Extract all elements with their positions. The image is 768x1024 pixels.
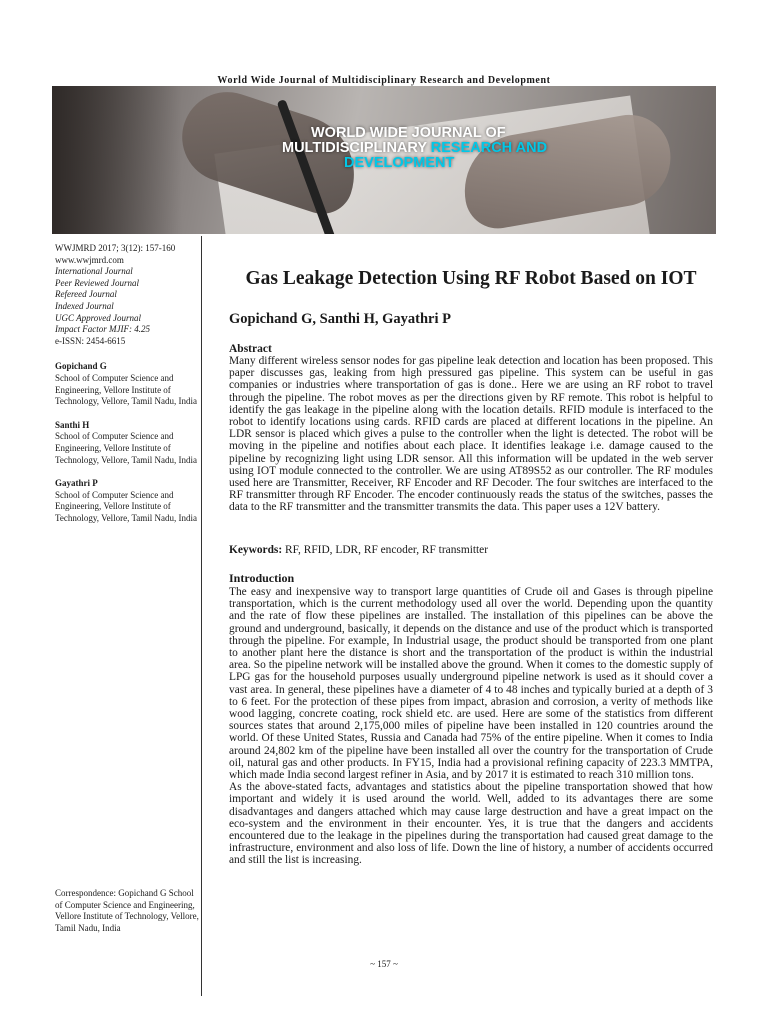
impact-factor: Impact Factor MJIF: 4.25 [55,324,150,335]
journal-refereed: Refereed Journal [55,289,117,300]
banner-line-3: DEVELOPMENT [344,155,455,171]
introduction-body [229,586,713,867]
author-name: Gopichand G [55,361,107,372]
banner-line-2-cyan: RESEARCH AND [430,140,548,156]
keywords-line [229,544,713,556]
abstract-heading: Abstract [229,343,272,355]
article-sidebar [55,243,199,524]
author-affiliation: School of Computer Science and Engineering, Vellore Institute of Technology, Vellore, Tamil Nadu, India [55,372,198,407]
keywords-list: RF, RFID, LDR, RF encoder, RF transmitter [282,544,489,556]
introduction-heading: Introduction [229,571,295,585]
correspondence-label: Correspondence: [55,888,116,898]
correspondence-affiliation: School of Computer Science and Engineering, Vellore Institute of Technology, Vellore, Tamil Nadu, India [55,888,199,933]
author-affiliation: School of Computer Science and Engineering, Vellore Institute of Technology, Vellore, Tamil Nadu, India [55,489,198,523]
journal-indexed: Indexed Journal [55,300,114,311]
page-number: ~ 157 ~ [370,959,398,969]
author-affiliation: School of Computer Science and Engineering, Vellore Institute of Technology, Vellore, Tamil Nadu, India [55,431,198,465]
journal-banner-image [52,86,716,234]
author-affiliation-1 [55,361,199,407]
article-authors: Gopichand G, Santhi H, Gayathri P [229,311,451,327]
author-affiliation-2 [55,420,199,466]
author-name: Santhi H [55,419,90,430]
abstract-text: Many different wireless sensor nodes for gas pipeline leak detection and location has been proposed. This paper discusses gas, leaking from high pressured gas pipeline. This system can be useful in gas companies or industries where transportation of gas is done.. Here we are using an RF robot to travel through the pipeline. The robot moves as per the directions given by RF remote. This robot is helpful to identify the gas leakage in the pipeline along with the location details. RFID module is interfaced to the robot to identify locations using cards. RFID cards are placed at different locations in the pipeline. An LDR sensor is placed which gives a pulse to the controller when the light is detected. The robot will be moving in the pipeline and notifies about each place. It identifies leakage i.e. damage caused to the pipeline by recognizing light using LDR sensor. All this information will be updated in the web server using IOT module connected to the controller. We are using AT89S52 as our controller. The RF modules used here are Transmitter, Receiver, RF Encoder and RF Decoder. The four switches are interfaced to the RF transmitter through RF Encoder. The encoder continuously reads the status of the switches, passes the data to the RF transmitter and the transmitter transmits the data. This paper uses a 12V battery. [229,355,713,514]
journal-review: Peer Reviewed Journal [55,277,139,288]
banner-line-1: WORLD WIDE JOURNAL OF [311,125,506,141]
author-affiliation-3 [55,478,199,524]
banner-line-2-white: MULTIDISCIPLINARY [282,140,431,156]
article-title: Gas Leakage Detection Using RF Robot Based on IOT [245,268,697,289]
issn: e-ISSN: 2454-6615 [55,335,126,346]
intro-paragraph-2: As the above-stated facts, advantages and statistics about the pipeline transportation showed that how important and widely it is used around the world. Well, added to its advantages there are some disadvantages and dangers attached which may cause large destruction and have a great impact on the eco-system and the environment in their encounter. Yes, it is true that the dangers and accidents encountered due to the leakage in the pipelines during the transportation had caused great damage to the infrastructure, environment and also loss of life. Down the line of history, a number of accidents occurred and still the list is increasing. [229,781,713,867]
journal-running-header: World Wide Journal of Multidisciplinary Research and Development [217,75,551,86]
column-divider [201,236,202,996]
intro-paragraph-1: The easy and inexpensive way to transport large quantities of Crude oil and Gases is through pipeline transportation, which is the current methodology used all over the world. Depending upon the quantity and the rate of flow these pipelines are installed. The installation of this pipelines can be above the ground and underground, basically, it depends on the distance and use of the product which is transported through the pipeline. For example, In Industrial usage, the product should be transported from one plant to another plant here the distance is short and the transportation of the product is within the industrial area. So the pipeline network will be installed above the ground. When it comes to the domestic supply of LPG gas for the household purposes usually underground pipeline network is used as it should cover a vast area. In general, these pipelines have a diameter of 4 to 48 inches and typically buried at a depth of 3 to 6 feet. For the protection of these pipes from impact, abrasion and corrosion, a verity of methods like wood lagging, concrete coating, rock shield etc. are used. Here are some of the statistics from different sources states that around 2,175,000 miles of pipeline have been installed in 120 countries around the world. Of these United States, Russia and Canada had 75% of the entire pipeline. When it comes to India around 24,802 km of the pipeline have been installed all over the country for the transportation of Crude oil, natural gas and other products. In FY15, India had a provisional refining capacity of 223.3 MMTPA, which made India second largest refiner in Asia, and by 2017 it is estimated to reach 310 million tons. [229,586,713,782]
author-name: Gayathri P [55,478,98,489]
journal-ugc: UGC Approved Journal [55,312,141,323]
banner-title [282,126,622,171]
banner-shadow [52,86,182,234]
keywords-label: Keywords: [229,544,283,556]
citation-line: WWJMRD 2017; 3(12): 157-160 [55,243,176,253]
journal-type: International Journal [55,266,133,277]
correspondence-name: Gopichand G [118,888,167,898]
journal-url: www.wwjmrd.com [55,254,124,265]
correspondence-block [55,888,199,934]
